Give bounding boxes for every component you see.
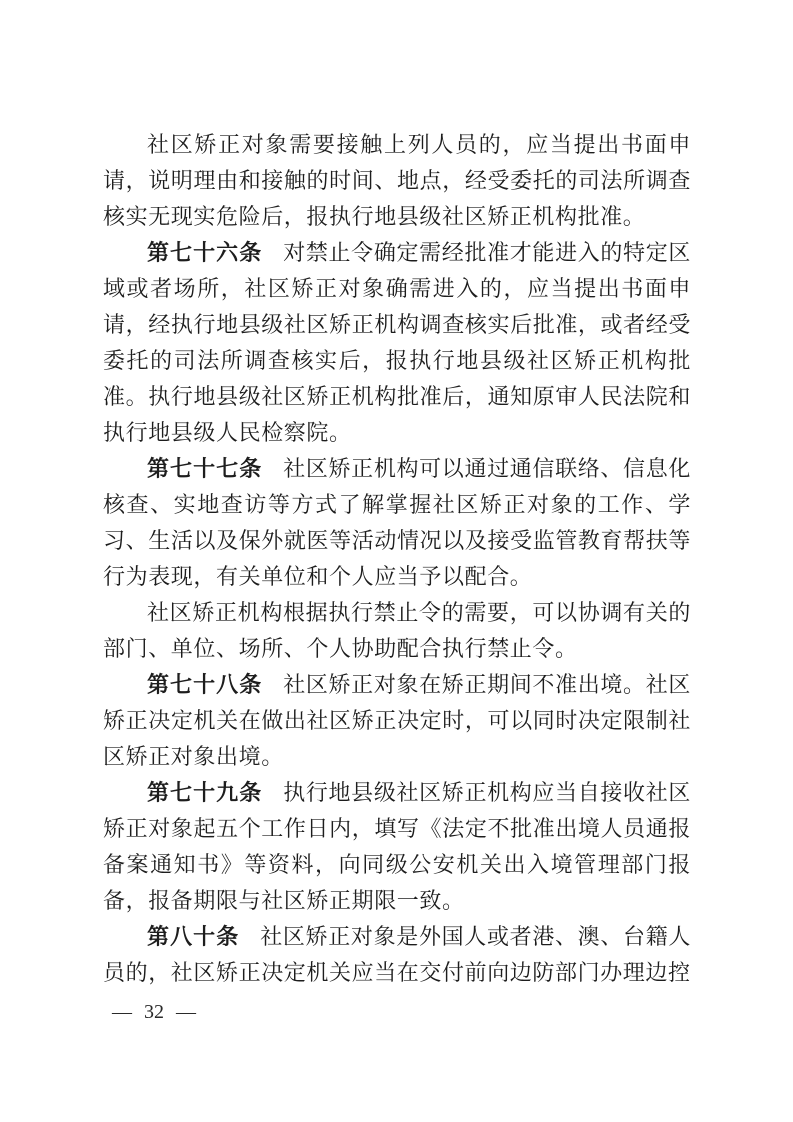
paragraph [103,127,691,235]
article-number-78: 第七十八条 [147,672,263,697]
paragraph-text: 社区矫正对象需要接触上列人员的，应当提出书面申请，说明理由和接触的时间、地点，经受委托的司法所调查核实无现实危险后，报执行地县级社区矫正机构批准。 [103,132,691,229]
paragraph-text: 社区矫正对象是外国人或者港、澳、台籍人员的，社区矫正决定机关应当在交付前向边防部门办理边控 [103,924,691,985]
article-number-80: 第八十条 [147,924,240,949]
footer-right-dash: — [176,1001,196,1023]
article-number-77: 第七十七条 [147,456,263,481]
paragraph [103,451,691,595]
paragraph [103,235,691,451]
document-body [103,127,691,991]
paragraph-text: 社区矫正机构可以通过通信联络、信息化核查、实地查访等方式了解掌握社区矫正对象的工作、学习、生活以及保外就医等活动情况以及接受监管教育帮扶等行为表现，有关单位和个人应当予以配合。 [103,456,691,589]
page-number: 32 [144,1001,164,1023]
footer-left-dash: — [112,1001,132,1023]
paragraph [103,595,691,667]
paragraph-text: 执行地县级社区矫正机构应当自接收社区矫正对象起五个工作日内，填写《法定不批准出境人员通报备案通知书》等资料，向同级公安机关出入境管理部门报备，报备期限与社区矫正期限一致。 [103,780,691,913]
paragraph [103,775,691,919]
paragraph-text: 对禁止令确定需经批准才能进入的特定区域或者场所，社区矫正对象确需进入的，应当提出书面申请，经执行地县级社区矫正机构调查核实后批准，或者经受委托的司法所调查核实后，报执行地县级社区矫正机构批准。执行地县级社区矫正机构批准后，通知原审人民法院和执行地县级人民检察院。 [103,240,691,445]
article-number-79: 第七十九条 [147,780,263,805]
paragraph [103,667,691,775]
paragraph-text: 社区矫正对象在矫正期间不准出境。社区矫正决定机关在做出社区矫正决定时，可以同时决定限制社区矫正对象出境。 [103,672,691,769]
paragraph-text: 社区矫正机构根据执行禁止令的需要，可以协调有关的部门、单位、场所、个人协助配合执行禁止令。 [103,600,691,661]
paragraph [103,919,691,991]
page-number-footer [112,998,196,1026]
article-number-76: 第七十六条 [147,240,263,265]
